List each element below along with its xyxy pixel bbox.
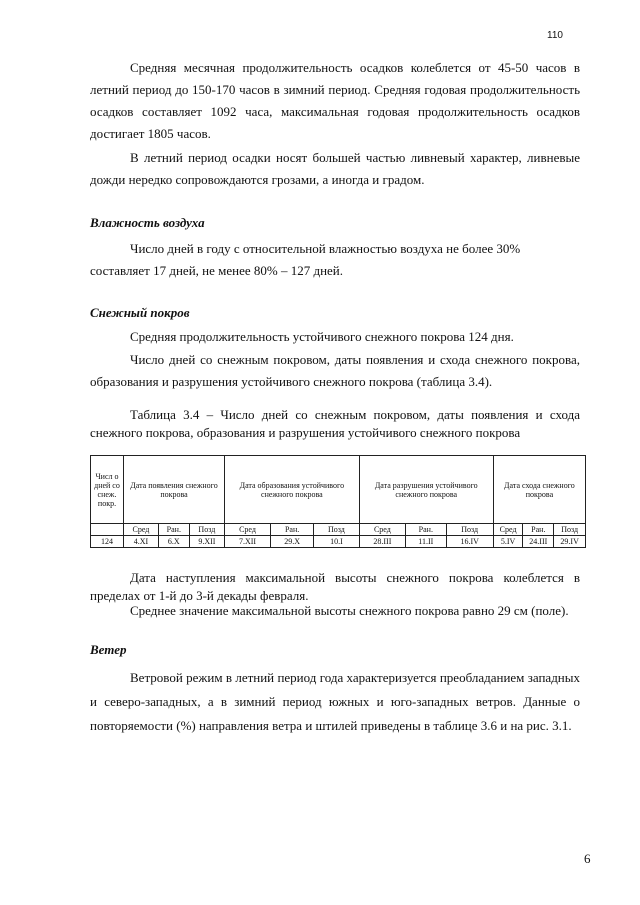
snow-cover-table	[90, 455, 586, 548]
subheader-empty	[91, 524, 124, 536]
table-cell: 7.XII	[225, 536, 271, 548]
subheader-cell: Сред	[124, 524, 159, 536]
header-destruction: Дата разрушения устойчивого снежного покрова	[359, 456, 493, 524]
subheader-cell: Сред	[493, 524, 522, 536]
table-cell: 28.III	[359, 536, 405, 548]
table-cell: 29.IV	[554, 536, 586, 548]
subheader-cell: Ран.	[270, 524, 313, 536]
table-row	[91, 536, 586, 548]
humidity-line-1: Число дней в году с относительной влажностью воздуха не более 30%	[130, 241, 521, 256]
max-snow-height-paragraph: Среднее значение максимальной высоты снежного покрова равно 29 см (поле).	[130, 603, 569, 618]
table-cell: 29.X	[270, 536, 313, 548]
header-appearance: Дата появления снежного покрова	[124, 456, 225, 524]
header-melting: Дата схода снежного покрова	[493, 456, 585, 524]
precipitation-duration-paragraph: Средняя месячная продолжительность осадков колеблется от 45-50 часов в летний период до 150-170 часов в зимний период. Средняя годовая продолжительность осадков составляет 1092 часа, максимальная годовая продолжительность осадков достигает 1805 часов.	[90, 60, 580, 141]
snow-heading: Снежный покров	[90, 305, 190, 320]
humidity-line-2: составляет 17 дней, не менее 80% – 127 дней.	[90, 263, 344, 278]
table-cell: 6.X	[158, 536, 189, 548]
snow-dates-paragraph: Число дней со снежным покровом, даты появления и схода снежного покрова, образования и разрушения устойчивого снежного покрова (таблица 3.4).	[90, 352, 580, 389]
table-subheader-row	[91, 524, 586, 536]
header-days: Числ о дней со снеж. покр.	[91, 456, 124, 524]
humidity-heading: Влажность воздуха	[90, 215, 205, 230]
subheader-cell: Ран.	[406, 524, 446, 536]
page-number-top: 110	[547, 30, 563, 41]
table-cell: 4.XI	[124, 536, 159, 548]
table-caption: Таблица 3.4 – Число дней со снежным покровом, даты появления и схода снежного покрова, образования и разрушения устойчивого снежного покрова	[90, 407, 580, 440]
page-number-bottom: 6	[584, 851, 591, 866]
wind-heading: Ветер	[90, 642, 127, 657]
table-cell: 11.II	[406, 536, 446, 548]
subheader-cell: Позд	[314, 524, 359, 536]
snow-duration-paragraph: Средняя продолжительность устойчивого снежного покрова 124 дня.	[130, 329, 514, 344]
header-formation: Дата образования устойчивого снежного покрова	[225, 456, 360, 524]
subheader-cell: Позд	[189, 524, 224, 536]
table-cell: 5.IV	[493, 536, 522, 548]
table-cell: 10.I	[314, 536, 359, 548]
table-cell: 24.III	[523, 536, 554, 548]
subheader-cell: Ран.	[158, 524, 189, 536]
table-header-row	[91, 456, 586, 524]
subheader-cell: Ран.	[523, 524, 554, 536]
table-cell: 16.IV	[446, 536, 493, 548]
subheader-cell: Позд	[446, 524, 493, 536]
subheader-cell: Сред	[359, 524, 405, 536]
subheader-cell: Позд	[554, 524, 586, 536]
table-cell: 9.XII	[189, 536, 224, 548]
shower-paragraph: В летний период осадки носят большей частью ливневый характер, ливневые дожди нередко сопровождаются грозами, а иногда и градом.	[90, 150, 580, 187]
table-cell: 124	[91, 536, 124, 548]
wind-paragraph: Ветровой режим в летний период года характеризуется преобладанием западных и северо-западных, а в зимний период южных и юго-западных ветров. Данные о повторяемости (%) направления ветра и штилей приведены в таблице 3.6 и на рис. 3.1.	[90, 670, 580, 733]
subheader-cell: Сред	[225, 524, 271, 536]
max-snow-date-paragraph: Дата наступления максимальной высоты снежного покрова колеблется в пределах от 1-й до 3-й декады февраля.	[90, 570, 580, 603]
